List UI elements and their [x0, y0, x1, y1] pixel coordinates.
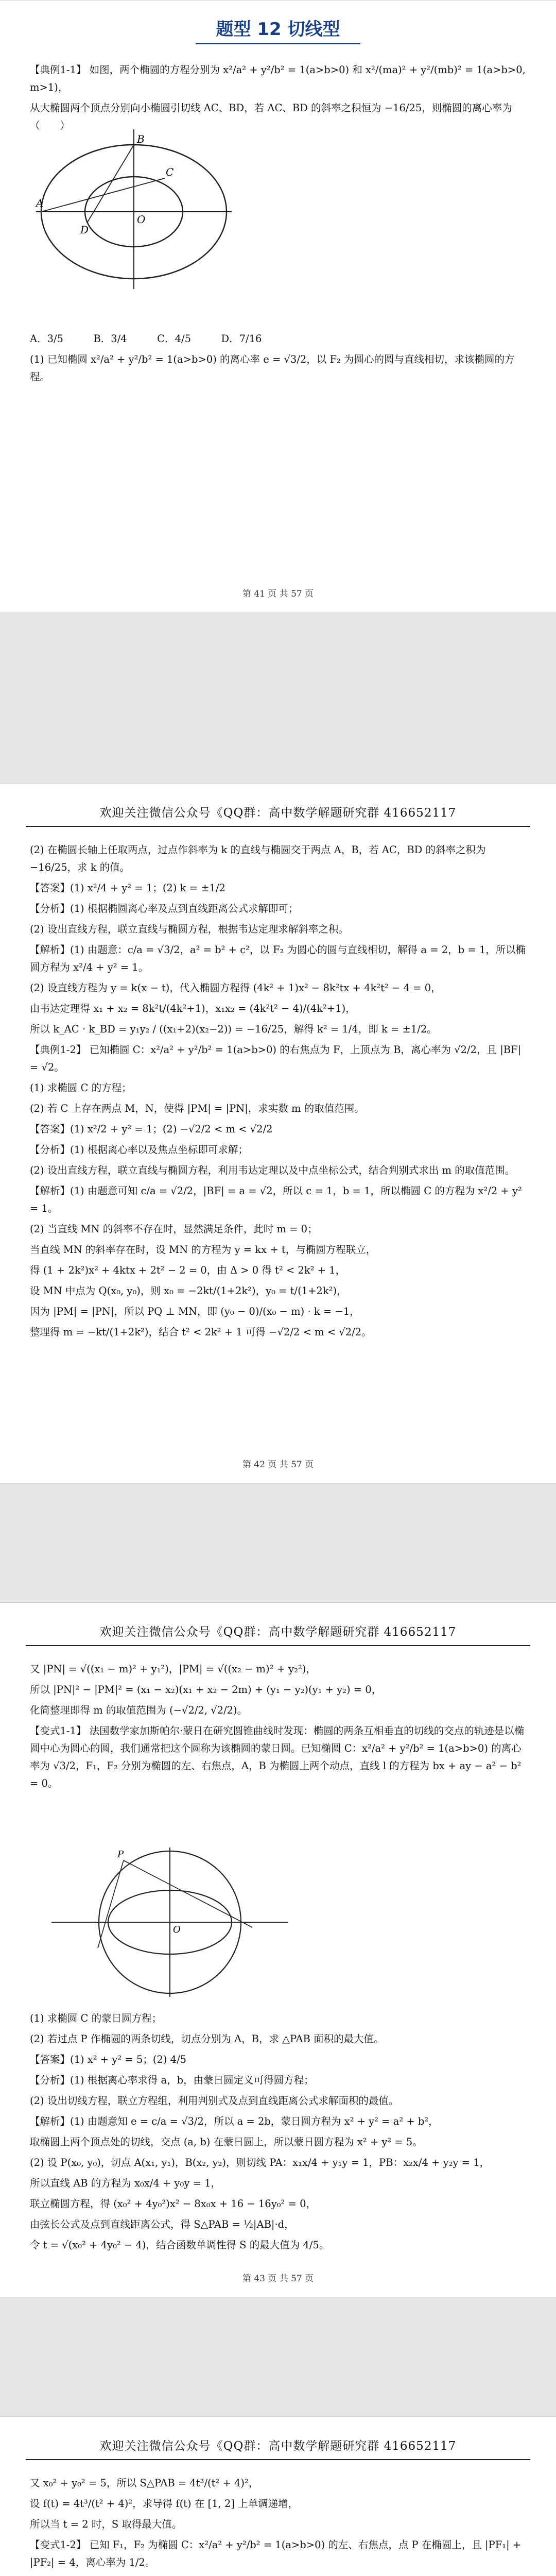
variant-heading: 【变式1-2】 已知 F₁，F₂ 为椭圆 C：x²/a² + y²/b² = 1(a>b>0) 的左、右焦点，点 P 在椭圆上，且 |PF₁| + |PF₂| = 4，离心率为 1/2。 — [30, 2539, 522, 2568]
svg-text:P: P — [117, 1849, 124, 1860]
document-page-2 — [0, 783, 556, 1484]
solution: 【解析】(1) 由题意知 e = c/a = √3/2，所以 a = 2b，蒙日圆方程为 x² + y² = a² + b²， — [30, 2115, 439, 2127]
paragraph: (2) 在椭圆长轴上任取两点，过点作斜率为 k 的直线与椭圆交于两点 A，B，若 AC，BD 的斜率之积为 −16/25，求 k 的值。 — [30, 844, 486, 873]
header-rule — [26, 1645, 530, 1646]
svg-text:O: O — [137, 213, 146, 226]
paragraph: 又 |PN| = √((x₁ − m)² + y₁²)，|PM| = √((x₂ − m)² + y₂²)， — [30, 1663, 316, 1675]
paragraph: (2) 若过点 P 作椭圆的两条切线，切点分别为 A，B，求 △PAB 面积的最大值。 — [30, 2033, 384, 2045]
paragraph: (2) 若 C 上存在两点 M，N，使得 |PM| = |PN|，求实数 m 的取值范围。 — [30, 1103, 364, 1114]
paragraph: 整理得 m = −kt/(1+2k²)，结合 t² < 2k² + 1 可得 −√2/2 < m < √2/2。 — [30, 1326, 372, 1338]
paragraph: 取椭圆上两个顶点处的切线，交点 (a, b) 在蒙日圆上，所以蒙日圆方程为 x² + y² = 5。 — [30, 2136, 423, 2148]
paragraph: 设 MN 中点为 Q(x₀, y₀)，则 x₀ = −2kt/(1+2k²)，y₀ = t/(1+2k²)， — [30, 1285, 347, 1297]
svg-text:A: A — [36, 197, 44, 209]
paragraph: (1) 求椭圆 C 的方程； — [30, 1082, 132, 1094]
document-page-3 — [0, 1602, 556, 2298]
paragraph: 化简整理即得 m 的取值范围为 (−√2/2, √2/2)。 — [30, 1704, 248, 1716]
page-3-content — [30, 1660, 526, 1795]
page-4-content — [30, 2475, 526, 2576]
page-3-content-lower — [30, 2010, 526, 2257]
page-footer: 第 43 页 共 57 页 — [242, 2274, 314, 2284]
page-gap — [0, 613, 556, 783]
paragraph: (2) 设直线方程为 y = k(x − t)，代入椭圆方程得 (4k² + 1)x² − 8k²tx + 4k²t² − 4 = 0， — [30, 982, 441, 994]
variant-heading: 【变式1-1】 法国数学家加斯帕尔·蒙日在研究圆锥曲线时发现：椭圆的两条互相垂直的切线的交点的轨迹是以椭圆中心为圆心的圆，我们通常把这个圆称为该椭圆的蒙日圆。已知椭圆 C：x²/a² + y²/b² = 1(a>b>0) 的离心率为 √3/2，F₁，F₂ 分别为椭圆的左、右焦点，A，B 为椭圆上两个动点，直线 l 的方程为 bx + ay − a² − b² = 0。 — [30, 1725, 525, 1789]
paragraph: 从大椭圆两个顶点分别向小椭圆引切线 AC、BD，若 AC、BD 的斜率之积恒为 −16/25，则椭圆的离心率为（ ） — [30, 102, 512, 131]
running-head: 欢迎关注微信公众号《QQ群：高中数学解题研究群 416652117 — [99, 806, 457, 820]
analysis: 【分析】(1) 根据离心率求得 a，b，由蒙日圆定义可得圆方程； — [30, 2074, 314, 2086]
title-underline — [196, 43, 360, 44]
paragraph: A．3/5 B．3/4 C．4/5 D．7/16 — [30, 333, 262, 345]
answer: 【答案】(1) x²/4 + y² = 1；(2) k = ±1/2 — [30, 882, 225, 894]
running-head: 欢迎关注微信公众号《QQ群：高中数学解题研究群 416652117 — [99, 2439, 457, 2453]
paragraph: 所以当 t = 2 时，S 取得最大值。 — [30, 2518, 182, 2530]
paragraph: 又 x₀² + y₀² = 5，所以 S△PAB = 4t³/(t² + 4)²， — [30, 2477, 259, 2489]
analysis: 【分析】(1) 根据椭圆离心率及点到直线距离公式求解即可； — [30, 903, 299, 914]
header-rule — [26, 2459, 530, 2460]
paragraph: 得 (1 + 2k²)x² + 4ktx + 2t² − 2 = 0，由 Δ > 0 得 t² < 2k² + 1， — [30, 1264, 346, 1276]
paragraph: 令 t = √(x₀² + 4y₀² − 4)，结合函数单调性得 S 的最大值为 4/5。 — [30, 2239, 329, 2251]
solution: 【解析】(1) 由题意：c/a = √3/2，a² = b² + c²，以 F₂ 为圆心的圆与直线相切，解得 a = 2，b = 1，所以椭圆方程为 x²/4 + y² = 1。 — [30, 944, 526, 973]
paragraph: (2) 设出直线方程，联立直线与椭圆方程，利用韦达定理以及中点坐标公式，结合判别式求出 m 的取值范围。 — [30, 1164, 515, 1176]
svg-text:C: C — [166, 166, 174, 178]
running-head: 欢迎关注微信公众号《QQ群：高中数学解题研究群 416652117 — [99, 1625, 457, 1639]
page-2-content — [30, 841, 526, 1344]
paragraph: (1) 已知椭圆 x²/a² + y²/b² = 1(a>b>0) 的离心率 e = √3/2，以 F₂ 为圆心的圆与直线相切，求该椭圆的方程。 — [30, 353, 515, 383]
paragraph: (1) 求椭圆 C 的蒙日圆方程； — [30, 2012, 162, 2024]
paragraph: (2) 当直线 MN 的斜率不存在时，显然满足条件，此时 m = 0； — [30, 1223, 318, 1235]
solution: 【解析】(1) 由题意可知 c/a = √2/2，|BF| = a = √2，所以 c = 1，b = 1，所以椭圆 C 的方程为 x²/2 + y² = 1。 — [30, 1185, 522, 1214]
section-title: 题型 12 切线型 — [216, 19, 340, 40]
document-page-4 — [0, 2416, 556, 2576]
answer: 【答案】(1) x² + y² = 5；(2) 4/5 — [30, 2054, 187, 2065]
paragraph: 所以 |PN|² − |PM|² = (x₁ − x₂)(x₁ + x₂ − 2m) + (y₁ − y₂)(y₁ + y₂) = 0， — [30, 1684, 382, 1696]
svg-text:O: O — [173, 1924, 181, 1935]
paragraph: 所以直线 AB 的方程为 x₀x/4 + y₀y = 1， — [30, 2177, 221, 2189]
paragraph: 联立椭圆方程，得 (x₀² + 4y₀²)x² − 8x₀x + 16 − 16y₀² = 0， — [30, 2198, 316, 2210]
page-gap — [0, 1484, 556, 1602]
example-heading: 【典例1-2】 已知椭圆 C：x²/a² + y²/b² = 1(a>b>0) 的右焦点为 F，上顶点为 B，离心率为 √2/2，且 |BF| = √2。 — [30, 1044, 522, 1073]
ellipse-figure — [31, 124, 237, 294]
page-gap — [0, 2298, 556, 2416]
paragraph: 当直线 MN 的斜率存在时，设 MN 的方程为 y = kx + t，与椭圆方程联立， — [30, 1244, 376, 1256]
page-1-content-lower — [30, 330, 526, 389]
svg-text:B: B — [137, 133, 145, 145]
page-footer: 第 41 页 共 57 页 — [242, 589, 314, 599]
analysis: 【分析】(1) 根据离心率以及焦点坐标即可求解； — [30, 1144, 248, 1156]
page-footer: 第 42 页 共 57 页 — [242, 1460, 314, 1470]
paragraph: (2) 设 P(x₀, y₀)，切点 A(x₁, y₁)，B(x₂, y₂)，则切线 PA：x₁x/4 + y₁y = 1，PB：x₂x/4 + y₂y = 1， — [30, 2157, 490, 2168]
paragraph: 设 f(t) = 4t³/(t² + 4)²，求导得 f(t) 在 [1, 2] 上单调递增， — [30, 2498, 299, 2510]
paragraph: 因为 |PM| = |PN|，所以 PQ ⊥ MN，即 (y₀ − 0)/(x₀ − m) · k = −1， — [30, 1306, 360, 1317]
answer: 【答案】(1) x²/2 + y² = 1；(2) −√2/2 < m < √2/2 — [30, 1123, 273, 1135]
paragraph: 【典例1-1】 如图，两个椭圆的方程分别为 x²/a² + y²/b² = 1(a>b>0) 和 x²/(ma)² + y²/(mb)² = 1(a>b>0, m>1)， — [30, 64, 526, 93]
paragraph: (2) 设出切线方程，联立方程组，利用判别式及点到直线距离公式求解面积的最值。 — [30, 2095, 399, 2107]
document-page-1 — [0, 0, 556, 613]
svg-text:D: D — [80, 224, 89, 236]
header-rule — [26, 826, 530, 827]
paragraph: 由弦长公式及点到直线距离公式，得 S△PAB = ½|AB|·d， — [30, 2218, 294, 2230]
paragraph: 所以 k_AC · k_BD = y₁y₂ / ((x₁+2)(x₂−2)) = −16/25，解得 k² = 1/4，即 k = ±1/2。 — [30, 1023, 437, 1035]
paragraph: (2) 设出直线方程，联立直线与椭圆方程，根据韦达定理求解斜率之积。 — [30, 923, 349, 935]
paragraph: 由韦达定理得 x₁ + x₂ = 8k²t/(4k²+1)，x₁x₂ = (4k²t² − 4)/(4k²+1)， — [30, 1003, 356, 1014]
mongo-circle-figure — [46, 1845, 293, 1999]
